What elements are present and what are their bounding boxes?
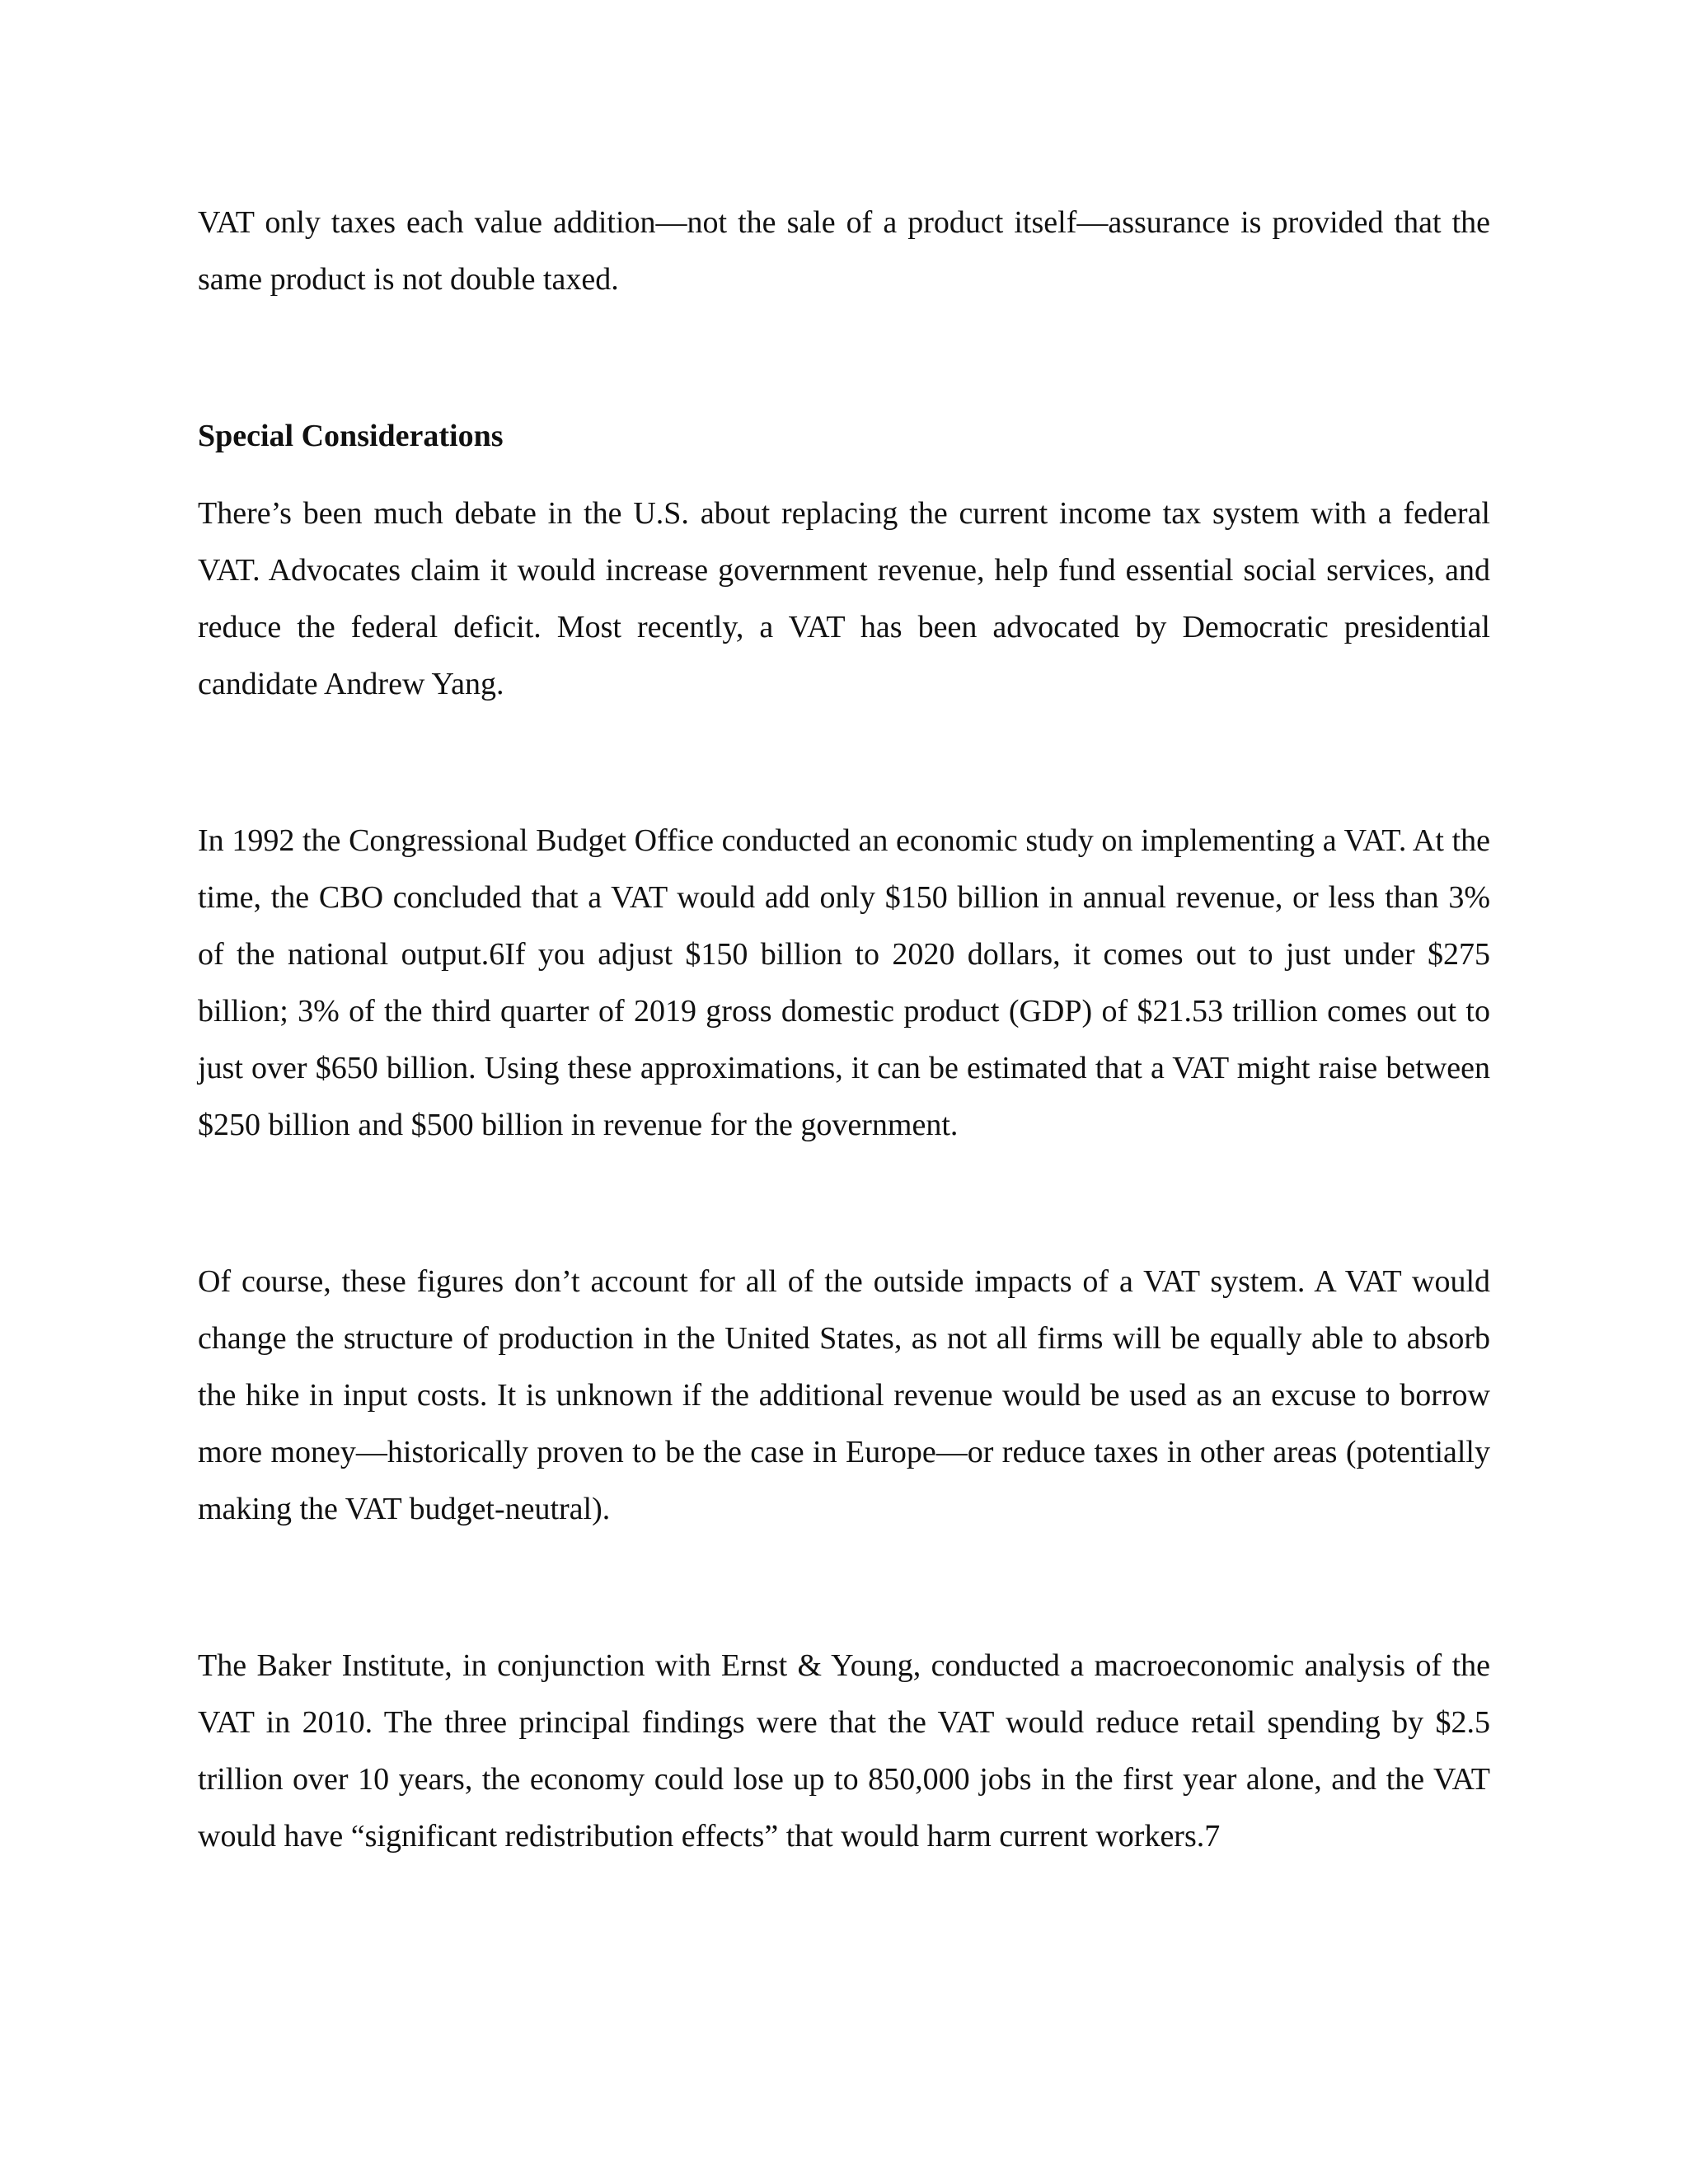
paragraph-baker-institute: The Baker Institute, in conjunction with Ernst & Young, conducted a macroeconomic analysis of the VAT in 2010. The three principal findings were that the VAT would reduce retail spending by $2.5 trillion over 10 years, the economy could lose up to 850,000 jobs in the first year alone, and the VAT would have “significant redistribution effects” that would harm current workers.7 bbox=[198, 1648, 1490, 1854]
document-body bbox=[198, 194, 1490, 1865]
paragraph-outside-impacts: Of course, these figures don’t account for all of the outside impacts of a VAT system. A VAT would change the structure of production in the United States, as not all firms will be equally able to absorb the hike in input costs. It is unknown if the additional revenue would be used as an excuse to borrow more money—historically proven to be the case in Europe—or reduce taxes in other areas (potentially making the VAT budget-neutral). bbox=[198, 1264, 1490, 1526]
paragraph-cbo-study: In 1992 the Congressional Budget Office conducted an economic study on implementing a VAT. At the time, the CBO concluded that a VAT would add only $150 billion in annual revenue, or less than 3% of the national output.6If you adjust $150 billion to 2020 dollars, it comes out to just under $275 billion; 3% of the third quarter of 2019 gross domestic product (GDP) of $21.53 trillion comes out to just over $650 billion. Using these approximations, it can be estimated that a VAT might raise between $250 billion and $500 billion in revenue for the government. bbox=[198, 823, 1490, 1142]
paragraph-federal-vat-debate: There’s been much debate in the U.S. about replacing the current income tax system with a federal VAT. Advocates claim it would increase government revenue, help fund essential social services, and reduce the federal deficit. Most recently, a VAT has been advocated by Democratic presidential candidate Andrew Yang. bbox=[198, 496, 1490, 701]
section-heading-special-considerations: Special Considerations bbox=[198, 419, 504, 453]
paragraph-double-taxation: VAT only taxes each value addition—not the sale of a product itself—assurance is provided that the same product is not double taxed. bbox=[198, 205, 1490, 297]
